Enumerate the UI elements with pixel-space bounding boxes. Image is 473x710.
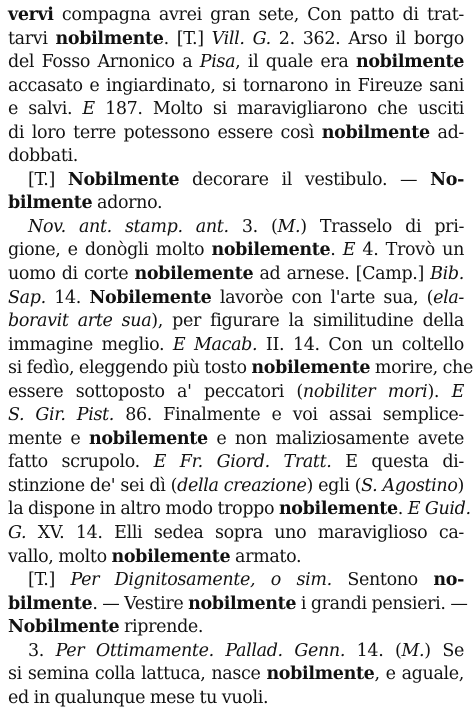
text-run: accasato e ingiardinato, si tornarono in Fireuze sani [8,75,464,96]
text-line [8,192,464,216]
text-line [8,310,464,334]
text-run: i grandi pensieri. — [296,593,468,614]
text-run: E questa di- [331,452,464,473]
text-run: tarvi [8,28,56,49]
citation: boravit arte sua [8,311,152,332]
text-line [8,98,464,122]
text-run: 4. Trovò un [355,240,464,261]
text-run: armato. [230,546,302,567]
text-run: 3. [28,640,56,661]
text-run: ) [457,475,465,496]
text-run: lavoròe con l'arte sua, ( [211,287,434,308]
text-run: ) Se [424,640,464,661]
text-line [8,4,464,28]
text-run: la dispone in altro modo troppo [8,499,279,520]
citation: M. [401,640,425,661]
headword: nobilmente [321,122,430,143]
text-line [8,687,464,710]
text-line [8,216,464,240]
headword: nobilemente [111,546,231,567]
headword: nobilemente [211,240,331,261]
citation: Per Dignitosamente, o sim. [70,570,332,591]
text-run: ad arnese. [Camp.] [253,264,431,285]
text-run: ) Trasselo di pri- [300,216,465,237]
text-line [8,75,464,99]
text-run: ). [427,381,452,402]
text-run: essere sottoposto a' peccatori ( [8,381,303,402]
text-run: si semina colla lattuca, nasce [8,664,267,685]
headword: Nobilmente [67,169,180,190]
text-line [8,145,464,169]
citation: S. Gir. Pist. [8,405,114,426]
text-run: 187. Molto si maravigliarono che usciti [94,99,465,120]
text-run: . [397,499,408,520]
text-run: II. 14. Con un coltello [257,334,464,355]
text-line [8,51,464,75]
text-run: e salvi. [8,99,83,120]
text-run: del Fosso Arnonico a [8,52,200,73]
citation: M. [277,216,301,237]
text-run: . [T.] [163,28,212,49]
text-run: mente e [8,428,89,449]
text-line [8,522,464,546]
text-line [8,640,464,664]
text-run: dobbati. [8,146,78,167]
text-run: e non maliziosamente avete [207,428,465,449]
headword: nobilemente [88,428,208,449]
citation: E [342,240,356,261]
text-line [8,404,464,428]
citation: Per Ottimamente. Pallad. Genn. [55,640,346,661]
text-run: fatto scrupolo. [8,452,154,473]
text-run: ), per figurare la similitudine della [151,311,465,332]
citation: S. Agostino [361,475,458,496]
citation: della creazione [177,475,307,496]
text-run: riprende. [119,617,204,638]
text-line [8,593,468,617]
citation: ela- [433,287,464,308]
text-line [8,451,464,475]
citation: Nov. ant. stamp. ant. [28,216,229,237]
text-line [8,357,473,381]
text-run: 14. [45,287,90,308]
citation: E [82,99,95,120]
text-run: . — Vestire [92,593,189,614]
headword: nobilmente [355,52,464,73]
text-run: uomo di corte [8,264,135,285]
text-run: morire, che [370,358,473,379]
text-line [8,498,471,522]
headword: vervi [8,5,54,25]
text-line [8,169,464,193]
text-run: adorno. [92,193,163,214]
text-line [8,616,464,640]
citation: E Guid. [407,499,471,520]
text-run: di loro terre potessono essere così [8,122,322,143]
text-line [8,334,464,358]
text-run: decorare il vestibulo. — [179,169,431,190]
text-run: si fedìo, eleggendo più tosto [8,358,252,379]
text-run: , e aguale, [374,664,464,685]
text-line [8,663,464,687]
dictionary-entry-text [8,4,473,710]
text-run: XV. 14. Elli sedea sopra uno maraviglioso ca- [26,523,464,544]
text-run: ) egli ( [306,475,362,496]
citation: E Macab. [172,334,258,355]
headword: bilmente [8,193,93,214]
citation: G. [8,523,27,544]
text-line [8,381,464,405]
headword: nobilemente [134,264,254,285]
text-line [8,546,464,570]
citation: E [451,381,464,402]
text-run: ed in qualunque mese tu vuoli. [8,687,269,708]
text-run: stinzione de' sei dì ( [8,475,178,496]
citation: Sap. [8,287,46,308]
text-line [8,239,464,263]
text-line [8,122,464,146]
citation: nobiliter mori [302,381,428,402]
citation: Pisa [199,52,236,73]
headword: no- [433,570,465,591]
citation: E Fr. Giord. Tratt. [153,452,332,473]
text-run: 86. Finalmente e voi assai semplice- [114,405,464,426]
headword: nobilmente [188,593,297,614]
text-run: 14. ( [345,640,402,661]
text-run: vallo, molto [8,546,112,567]
text-run: . [330,240,343,261]
text-run: [T.] [28,169,68,190]
headword: Nobilemente [89,287,212,308]
text-run: gione, e donògli molto [8,240,212,261]
text-run: [T.] [28,570,71,591]
text-run: ad- [429,122,464,143]
text-run: immagine meglio. [8,334,173,355]
text-run: 3. ( [228,216,278,237]
text-run: 2. 362. Arso il borgo [270,28,464,49]
headword: No- [430,169,464,190]
headword: bilmente [8,593,93,614]
citation: Vill. G. [211,28,271,49]
headword: nobilmente [266,664,375,685]
headword: nobilmente [55,28,164,49]
text-line [8,428,464,452]
text-line [8,28,464,52]
text-line [8,475,464,499]
headword: Nobilmente [8,617,120,638]
text-run: Sentono [331,570,434,591]
text-line [8,569,464,593]
text-run: , il quale era [235,52,356,73]
headword: nobilemente [251,358,371,379]
headword: nobilemente [278,499,398,520]
text-run: compagna avrei gran sete, Con patto di trat- [53,5,464,25]
text-line [8,263,464,287]
citation: Bib. [430,264,464,285]
text-line [8,287,464,311]
